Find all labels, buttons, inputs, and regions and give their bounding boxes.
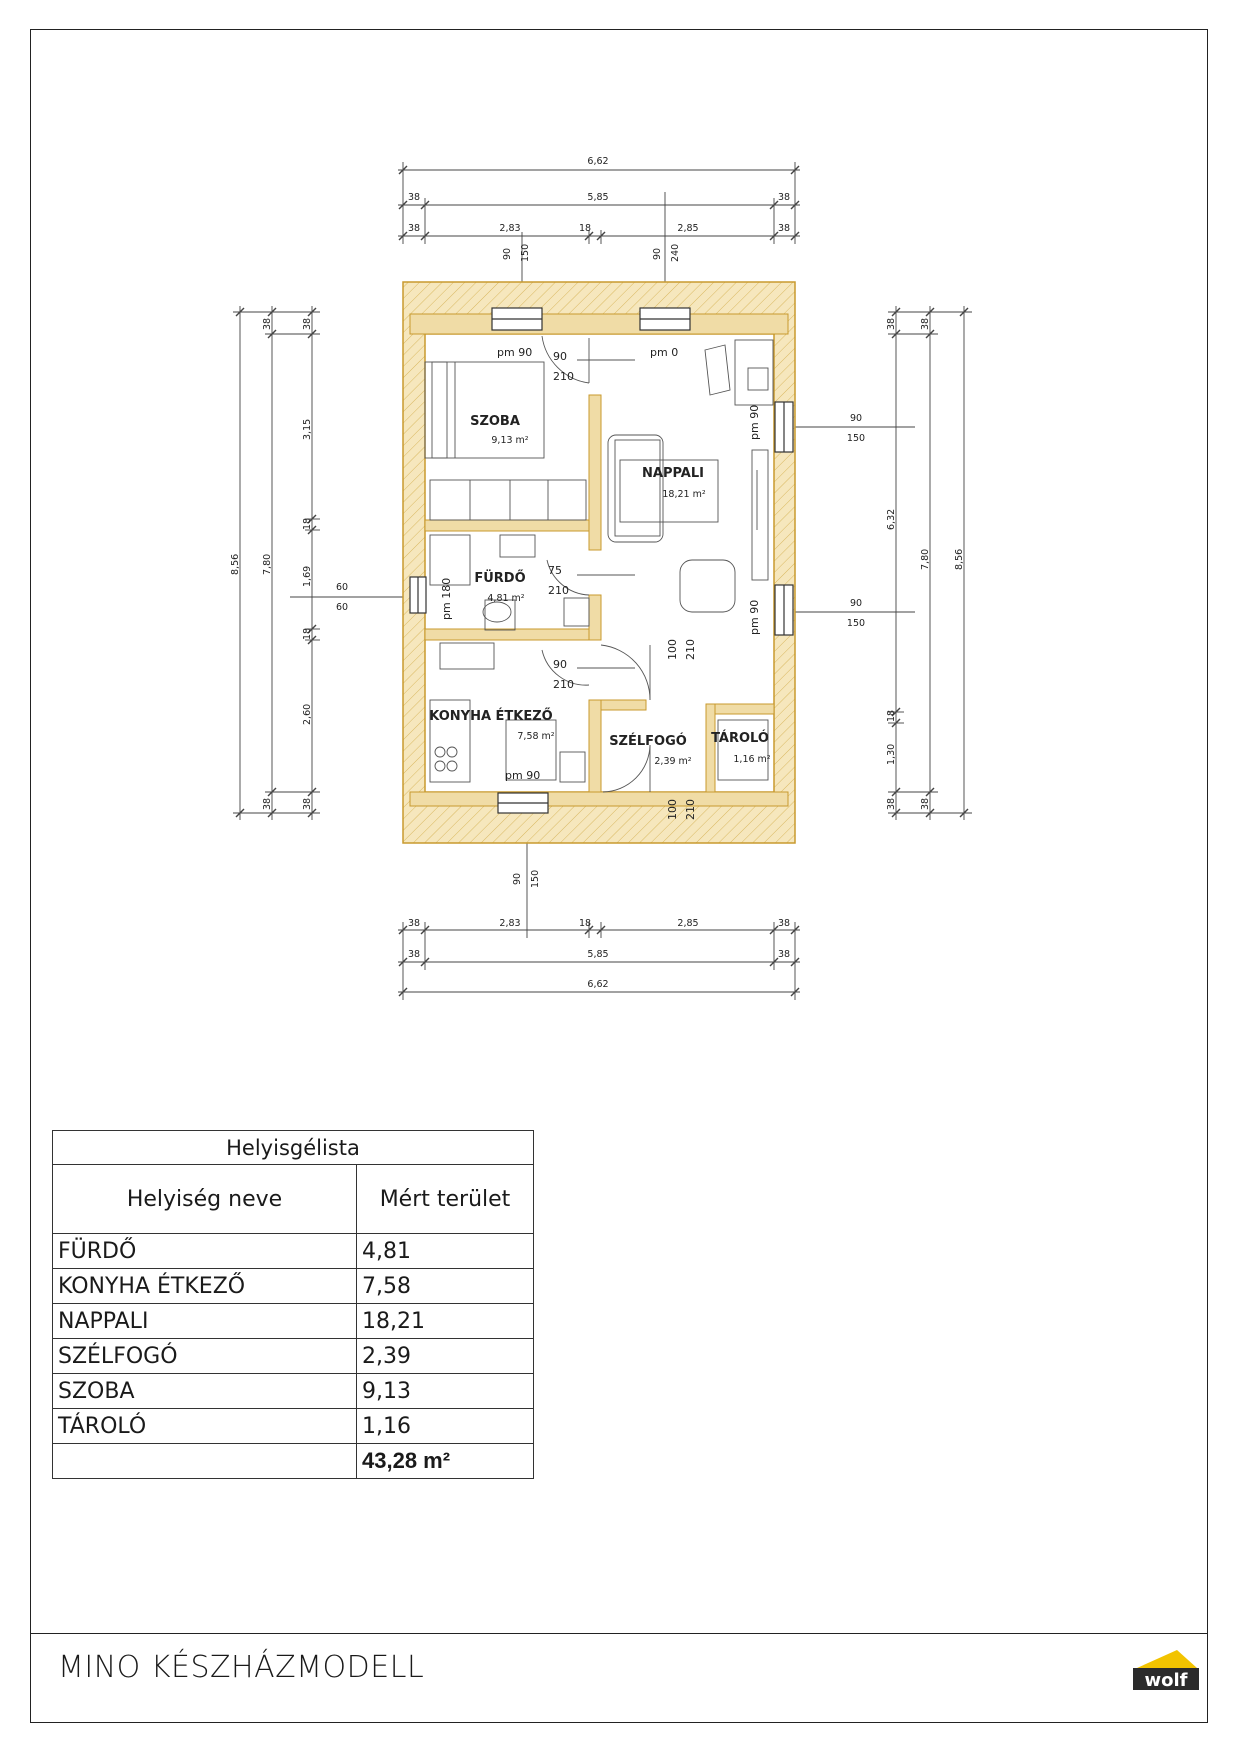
room-name-cell: SZOBA (53, 1374, 357, 1409)
note-pm0: pm 0 (650, 346, 679, 359)
note-door-h-tarolo: 210 (684, 799, 697, 820)
table-header-name: Helyiség neve (53, 1165, 357, 1234)
wolf-logo (1131, 1648, 1201, 1692)
room-area-tarolo: 1,16 m² (733, 754, 771, 765)
dim-wall-right-bottom2: 38 (920, 797, 931, 810)
dim-height-780-right: 7,80 (920, 548, 931, 570)
right-dimensions (780, 306, 972, 820)
room-label-szelfogo: SZÉLFOGÓ (609, 734, 687, 749)
dim-wall-left-top2: 38 (262, 317, 273, 330)
window-bottom-h: 150 (530, 869, 541, 888)
dim-height-780-left: 7,80 (262, 553, 273, 575)
dim-h169: 1,69 (302, 565, 313, 587)
dim-total-width-top: 6,62 (587, 156, 609, 167)
room-area-szoba: 9,13 m² (491, 435, 529, 446)
model-title: MINO KÉSZHÁZMODELL (58, 1650, 425, 1685)
dim-wall-right-top: 38 (886, 317, 897, 330)
dim-left-span-bottom: 2,83 (499, 918, 521, 929)
table-total-row (53, 1444, 534, 1479)
window-left-w: 60 (335, 582, 349, 593)
dim-wall-bottom2-right: 38 (777, 949, 791, 960)
room-name-cell: FÜRDŐ (53, 1234, 357, 1269)
note-door-w-szoba: 90 (553, 350, 567, 363)
dim-h18-b: 18 (302, 627, 313, 640)
dim-h632: 6,32 (886, 508, 897, 530)
table-caption: Helyisgélista (53, 1131, 534, 1165)
note-door-h-konyha: 210 (553, 678, 574, 691)
dim-h260: 2,60 (302, 703, 313, 725)
total-label-cell (53, 1444, 357, 1479)
window-right2-h: 150 (846, 618, 866, 629)
note-door-w-entry: 100 (666, 639, 679, 660)
room-name-cell: KONYHA ÉTKEZŐ (53, 1269, 357, 1304)
dim-inner-width-top: 5,85 (587, 192, 609, 203)
room-area-cell: 1,16 (357, 1409, 534, 1444)
table-row (53, 1234, 534, 1269)
note-pm180: pm 180 (440, 577, 453, 620)
table-row (53, 1374, 534, 1409)
note-door-w-konyha: 90 (553, 658, 567, 671)
logo-text: wolf (1144, 1670, 1188, 1691)
room-name-cell: NAPPALI (53, 1304, 357, 1339)
note-pm90-right1: pm 90 (748, 404, 761, 440)
room-area-cell: 18,21 (357, 1304, 534, 1339)
footer-divider (30, 1633, 1208, 1634)
window-right1-h: 150 (846, 433, 866, 444)
window-width-1: 90 (502, 247, 513, 260)
table-header-area: Mért terület (357, 1165, 534, 1234)
dim-wall-top-left: 38 (407, 192, 421, 203)
dim-wall-left-top: 38 (302, 317, 313, 330)
window-height-1: 150 (520, 243, 531, 262)
dim-wall-left-bottom2: 38 (262, 797, 273, 810)
room-area-furdo: 4,81 m² (487, 593, 525, 604)
dim-mid-wall-top: 18 (578, 223, 592, 234)
room-area-cell: 7,58 (357, 1269, 534, 1304)
room-area-szelfogo: 2,39 m² (654, 756, 692, 767)
dim-total-height-right: 8,56 (954, 548, 965, 570)
dim-wall-bottom-right: 38 (777, 918, 791, 929)
note-door-h-szoba: 210 (553, 370, 574, 383)
room-area-konyha: 7,58 m² (517, 731, 555, 742)
window-right2-w: 90 (849, 598, 863, 609)
note-door-w-tarolo: 100 (666, 799, 679, 820)
window-bottom-w: 90 (512, 872, 523, 885)
note-door-w-furdo: 75 (548, 564, 562, 577)
note-door-h-furdo: 210 (548, 584, 569, 597)
dim-wall-right-bottom: 38 (886, 797, 897, 810)
room-name-cell: TÁROLÓ (53, 1409, 357, 1444)
room-area-cell: 4,81 (357, 1234, 534, 1269)
dim-wall-top2-right: 38 (777, 223, 791, 234)
dim-h18-a: 18 (302, 517, 313, 530)
room-label-furdo: FÜRDŐ (474, 571, 526, 586)
dim-wall-bottom-left: 38 (407, 918, 421, 929)
total-area-cell: 43,28 m² (357, 1444, 534, 1479)
table-row (53, 1339, 534, 1374)
room-label-szoba: SZOBA (470, 414, 520, 429)
table-row (53, 1269, 534, 1304)
dim-right-span-top: 2,85 (677, 223, 699, 234)
table-row (53, 1409, 534, 1444)
window-width-2: 90 (652, 247, 663, 260)
note-pm90-right2: pm 90 (748, 599, 761, 635)
dim-total-width-bottom: 6,62 (587, 979, 609, 990)
dim-h130: 1,30 (886, 743, 897, 765)
window-left-h: 60 (335, 602, 349, 613)
dim-inner-width-bottom: 5,85 (587, 949, 609, 960)
room-label-konyha: KONYHA ÉTKEZŐ (429, 709, 553, 724)
dim-h315: 3,15 (302, 418, 313, 440)
room-label-nappali: NAPPALI (642, 466, 704, 481)
note-door-h-entry: 210 (684, 639, 697, 660)
dim-mid-wall-bottom: 18 (578, 918, 592, 929)
dim-total-height-left: 8,56 (230, 553, 241, 575)
room-area-cell: 9,13 (357, 1374, 534, 1409)
dim-wall-right-top2: 38 (920, 317, 931, 330)
note-pm90-konyha: pm 90 (505, 769, 541, 782)
dim-wall-top2-left: 38 (407, 223, 421, 234)
table-row (53, 1304, 534, 1339)
room-name-cell: SZÉLFOGÓ (53, 1339, 357, 1374)
dim-wall-left-bottom: 38 (302, 797, 313, 810)
note-pm90-szoba: pm 90 (497, 346, 533, 359)
room-area-cell: 2,39 (357, 1339, 534, 1374)
dim-wall-bottom2-left: 38 (407, 949, 421, 960)
window-right1-w: 90 (849, 413, 863, 424)
dim-wall-top-right: 38 (777, 192, 791, 203)
room-label-tarolo: TÁROLÓ (711, 731, 769, 746)
dim-right-span-bottom: 2,85 (677, 918, 699, 929)
dim-h18-right: 18 (886, 709, 897, 722)
room-list-table (52, 1130, 534, 1479)
dim-left-span-top: 2,83 (499, 223, 521, 234)
room-area-nappali: 18,21 m² (662, 489, 706, 500)
window-height-2: 240 (670, 243, 681, 262)
